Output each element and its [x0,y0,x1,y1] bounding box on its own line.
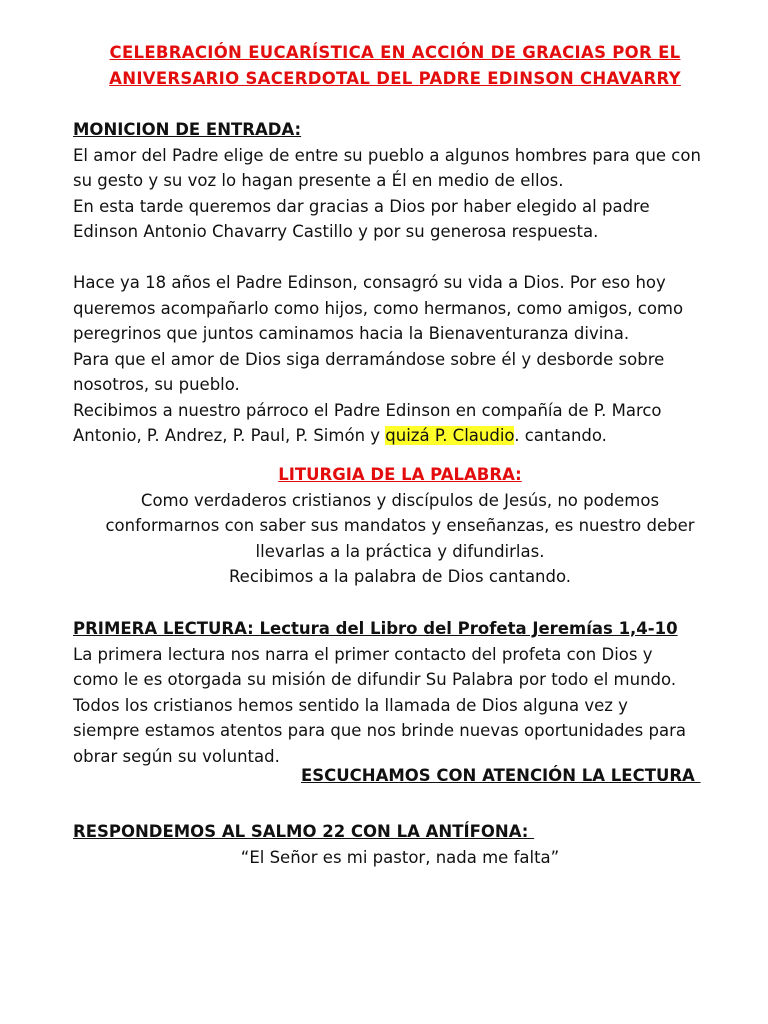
salmo-section [73,819,745,845]
document-title [56,40,734,92]
primera-line: Todos los cristianos hemos sentido la llamada de Dios alguna vez y [73,695,628,715]
monicion-line: En esta tarde queremos dar gracias a Dios por haber elegido al padre [73,196,650,216]
primera-line: La primera lectura nos narra el primer contacto del profeta con Dios y [73,644,653,664]
liturgia-line: Como verdaderos cristianos y discípulos de Jesús, no podemos [140,490,660,510]
monicion-line: Hace ya 18 años el Padre Edinson, consagró su vida a Dios. Por eso hoy [73,273,666,292]
title-line-2: ANIVERSARIO SACERDOTAL DEL PADRE EDINSON CHAVARRY [109,69,681,88]
primera-line: siempre estamos atentos para que nos brinde nuevas oportunidades para [73,721,686,740]
salmo-antiphon: “El Señor es mi pastor, nada me falta” [240,848,560,867]
monicion-line: su gesto y su voz lo hagan presente a Él en medio de ellos. [73,171,564,190]
liturgia-line: Recibimos a la palabra de Dios cantando. [228,567,572,586]
monicion-line: nosotros, su pueblo. [73,375,240,394]
escuchamos-heading: ESCUCHAMOS CON ATENCIÓN LA LECTURA [301,766,701,785]
monicion-last-line [73,423,745,449]
primera-lectura-heading: PRIMERA LECTURA: Lectura del Libro del Profeta Jeremías 1,4-10 [73,619,678,638]
monicion-line: Edinson Antonio Chavarry Castillo y por su generosa respuesta. [73,222,599,241]
title-line-1: CELEBRACIÓN EUCARÍSTICA EN ACCIÓN DE GRACIAS POR EL [109,43,681,62]
liturgia-line: llevarlas a la práctica y difundirlas. [255,541,545,561]
primera-lectura-section [73,616,745,769]
liturgia-heading: LITURGIA DE LA PALABRA: [278,465,522,484]
monicion-line: El amor del Padre elige de entre su pueblo a algunos hombres para que con [73,145,701,165]
monicion-line: queremos acompañarlo como hijos, como hermanos, como amigos, como [73,298,684,318]
monicion-last-end: . cantando. [514,426,607,445]
primera-line: obrar según su voluntad. [73,746,280,766]
monicion-section [73,117,745,449]
monicion-last-start: Antonio, P. Andrez, P. Paul, P. Simón y [73,426,386,445]
highlighted-text: quizá P. Claudio [385,426,515,445]
monicion-line: Recibimos a nuestro párroco el Padre Edinson en compañía de P. Marco [73,400,662,420]
liturgia-section [60,462,740,590]
monicion-line: Para que el amor de Dios siga derramándose sobre él y desborde sobre [73,349,665,369]
liturgia-line: conformarnos con saber sus mandatos y enseñanzas, es nuestro deber [105,516,695,535]
monicion-line: peregrinos que juntos caminamos hacia la Bienaventuranza divina. [73,324,630,343]
salmo-heading: RESPONDEMOS AL SALMO 22 CON LA ANTÍFONA: [73,822,535,841]
monicion-heading: MONICION DE ENTRADA: [73,120,302,139]
antiphon-block [60,845,740,871]
primera-line: como le es otorgada su misión de difundir Su Palabra por todo el mundo. [73,670,677,689]
